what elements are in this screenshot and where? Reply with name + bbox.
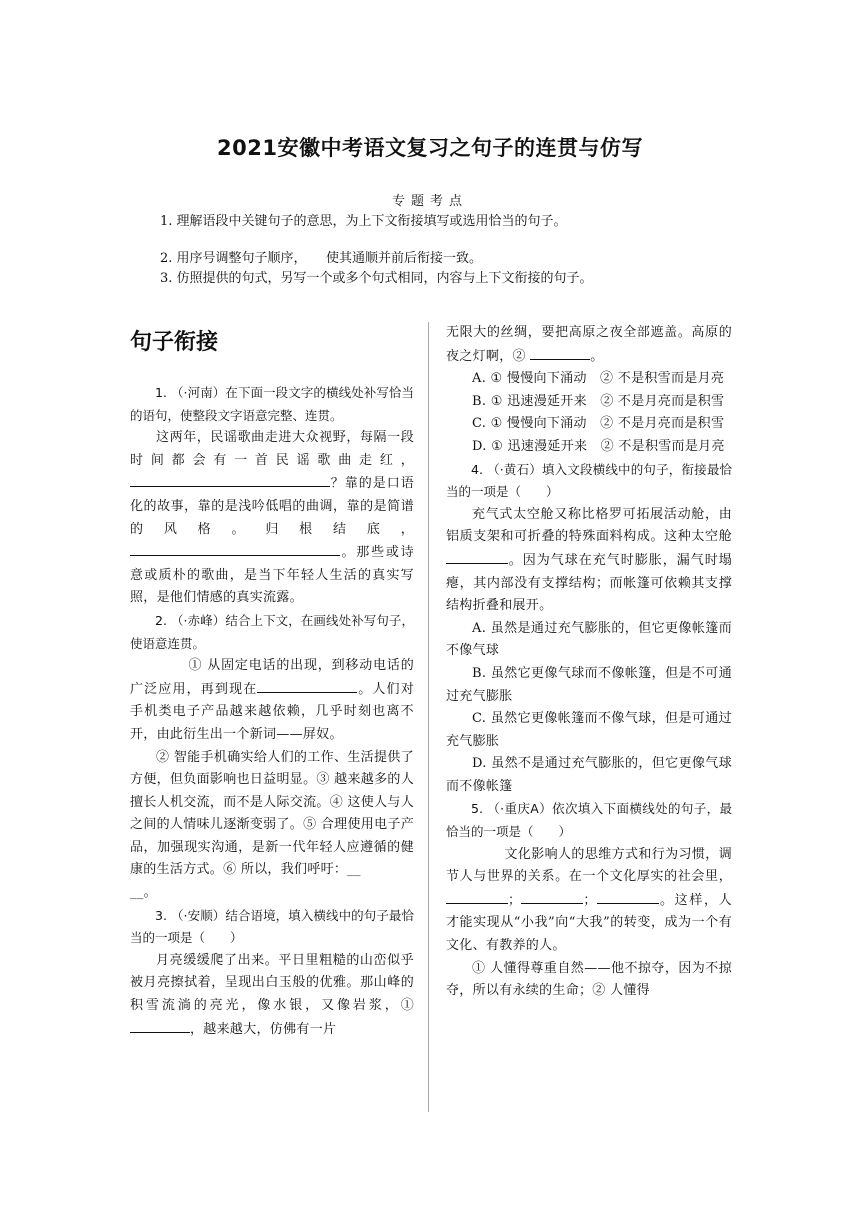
right-column — [446, 322, 732, 1003]
key-point-1: 1. 理解语段中关键句子的意思，为上下文衔接填写或选用恰当的句子。 — [160, 214, 567, 229]
section-title: 句子衔接 — [130, 330, 219, 355]
option-c[interactable]: C. 虽然它更像帐篷而不像气球，但是可通过充气膨胀 — [446, 711, 732, 749]
question-5-options: ① 人懂得尊重自然——他不掠夺，因为不掠夺，所以有永续的生命；② 人懂得 — [446, 960, 732, 999]
option-b[interactable]: B. ① 迅速漫延开来 ② 不是月亮而是积雪 — [472, 393, 725, 409]
question-4-passage: 充气式太空舱又称比格罗可拓展活动舱，由铝质支架和可折叠的特殊面料构成。这种太空舱。因为气球在充气时膨胀，漏气时塌瘪，其内部没有支撑结构；而帐篷可依赖其支撑结构折叠和展开。 — [446, 506, 732, 614]
option-a[interactable]: A. ① 慢慢向下涌动 ② 不是积雪而是月亮 — [472, 371, 725, 387]
column-divider — [428, 322, 429, 1112]
question-3-passage-cont: 无限大的丝绸，要把高原之夜全部遮盖。高原的夜之灯啊，② 。 — [446, 325, 732, 364]
question-4: 4. （·黄石）填入文段横线中的句子，衔接最恰当的一项是（ ） — [446, 461, 732, 500]
section-subhead: 专题考点 — [391, 194, 468, 209]
question-5-passage: 文化影响人的思维方式和行为习惯，调节人与世界的关系。在一个文化厚实的社会里，； ； 。这样，人才能实现从“小我”向“大我”的转变，成为一个有文化、有教养的人。 — [446, 846, 732, 954]
option-d[interactable]: D. 虽然不是通过充气膨胀的，但它更像气球而不像帐篷 — [446, 756, 732, 794]
question-2-passage-cont: ② 智能手机确实给人们的工作、生活提供了方便，但负面影响也日益明显。③ 越来越多的人擅长人机交流，而不是人际交流。④ 这使人与人之间的人情味儿逐渐变弱了。⑤ 合理使用电子产品，加强现实沟通，是新一代年轻人应遵循的健康的生活方式。⑥ 所以，我们呼吁：__ __。 — [130, 749, 414, 901]
question-1-passage: 这两年，民谣歌曲走进大众视野，每隔一段时间都会有一首民谣歌曲走红，？靠的是口语化的故事，靠的是浅吟低唱的曲调，靠的是简谱的风格。归根结底，。那些或诗意或质朴的歌曲，是当下年轻人生活的真实写照，是他们情感的真实流露。 — [130, 430, 414, 606]
answer-blank[interactable] — [130, 541, 340, 556]
page-title: 2021安徽中考语文复习之句子的连贯与仿写 — [217, 136, 643, 160]
answer-blank[interactable] — [257, 678, 357, 693]
question-3-passage: 月亮缓缓爬了出来。平日里粗糙的山峦似乎被月亮擦拭着，呈现出白玉般的优雅。那山峰的积雪流淌的亮光，像水银，又像岩浆，① ，越来越大，仿佛有一片 — [130, 952, 414, 1037]
option-d[interactable]: D. ① 迅速漫延开来 ② 不是积雪而是月亮 — [472, 438, 725, 454]
answer-blank[interactable] — [446, 889, 508, 904]
key-point-3: 3. 仿照提供的句式，另写一个或多个句式相同，内容与上下文衔接的句子。 — [160, 271, 593, 286]
answer-blank[interactable] — [446, 549, 508, 564]
option-c[interactable]: C. ① 慢慢向下涌动 ② 不是月亮而是积雪 — [472, 416, 725, 432]
question-3: 3. （·安顺）结合语境，填入横线中的句子最恰当的一项是（ ） — [130, 907, 414, 946]
option-a[interactable]: A. 虽然是通过充气膨胀的，但它更像帐篷而不像气球 — [446, 620, 732, 659]
key-points-list — [160, 212, 593, 289]
question-5: 5. （·重庆A）依次填入下面横线处的句子，最恰当的一项是（ ） — [446, 801, 732, 840]
left-column — [130, 322, 414, 1041]
key-point-2: 2. 用序号调整句子顺序， 使其通顺并前后衔接一致。 — [160, 251, 483, 266]
answer-blank[interactable] — [597, 889, 659, 904]
answer-blank[interactable] — [130, 472, 330, 487]
answer-blank[interactable] — [521, 889, 583, 904]
answer-blank[interactable] — [130, 1018, 190, 1033]
option-b[interactable]: B. 虽然它更像气球而不像帐篷，但是不可通过充气膨胀 — [446, 665, 732, 704]
question-1: 1. （·河南）在下面一段文字的横线处补写恰当的语句，使整段文字语意完整、连贯。 — [130, 385, 414, 423]
question-2-passage: ① 从固定电话的出现，到移动电话的广泛应用，再到现在 。人们对手机类电子产品越来越依赖，几乎时刻也离不开，由此衍生出一个新词——屏奴。 — [130, 658, 415, 742]
answer-blank[interactable] — [530, 345, 590, 360]
question-2: 2. （·赤峰）结合上下文，在画线处补写句子，使语意连贯。 — [130, 612, 414, 651]
